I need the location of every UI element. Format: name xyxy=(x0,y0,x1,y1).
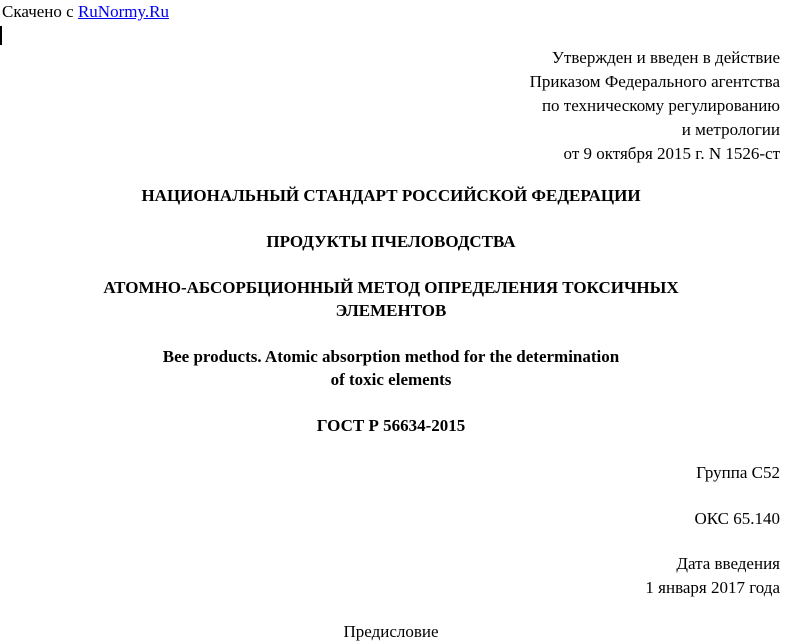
foreword-heading: Предисловие xyxy=(343,622,439,641)
method-title-line-1: АТОМНО-АБСОРБЦИОННЫЙ МЕТОД ОПРЕДЕЛЕНИЯ ТОКСИЧНЫХ xyxy=(103,278,679,297)
approval-line-4: и метрологии xyxy=(681,120,780,139)
approval-block xyxy=(530,46,780,166)
source-note xyxy=(2,2,169,22)
text-cursor xyxy=(0,26,2,45)
approval-line-1: Утвержден и введен в действие xyxy=(551,48,780,67)
gost-number: ГОСТ Р 56634-2015 xyxy=(316,416,466,435)
effective-date-value: 1 января 2017 года xyxy=(645,578,780,597)
effective-date-label: Дата введения xyxy=(676,554,780,573)
approval-line-2: Приказом Федерального агентства xyxy=(529,72,780,91)
source-link[interactable]: RuNormy.Ru xyxy=(77,2,169,21)
oks-code: ОКС 65.140 xyxy=(694,509,780,528)
effective-date xyxy=(645,552,780,600)
method-title xyxy=(0,276,782,322)
english-title xyxy=(0,345,782,391)
source-prefix: Скачено с xyxy=(2,2,74,21)
group-code: Группа С52 xyxy=(696,463,780,482)
method-title-line-2: ЭЛЕМЕНТОВ xyxy=(335,301,447,320)
english-title-line-1: Bee products. Atomic absorption method for the determination xyxy=(162,347,620,366)
english-title-line-2: of toxic elements xyxy=(330,370,452,389)
approval-line-5: от 9 октября 2015 г. N 1526-ст xyxy=(563,144,780,163)
national-standard-title: НАЦИОНАЛЬНЫЙ СТАНДАРТ РОССИЙСКОЙ ФЕДЕРАЦИИ xyxy=(141,186,641,205)
approval-line-3: по техническому регулированию xyxy=(541,96,780,115)
product-title: ПРОДУКТЫ ПЧЕЛОВОДСТВА xyxy=(266,232,516,251)
